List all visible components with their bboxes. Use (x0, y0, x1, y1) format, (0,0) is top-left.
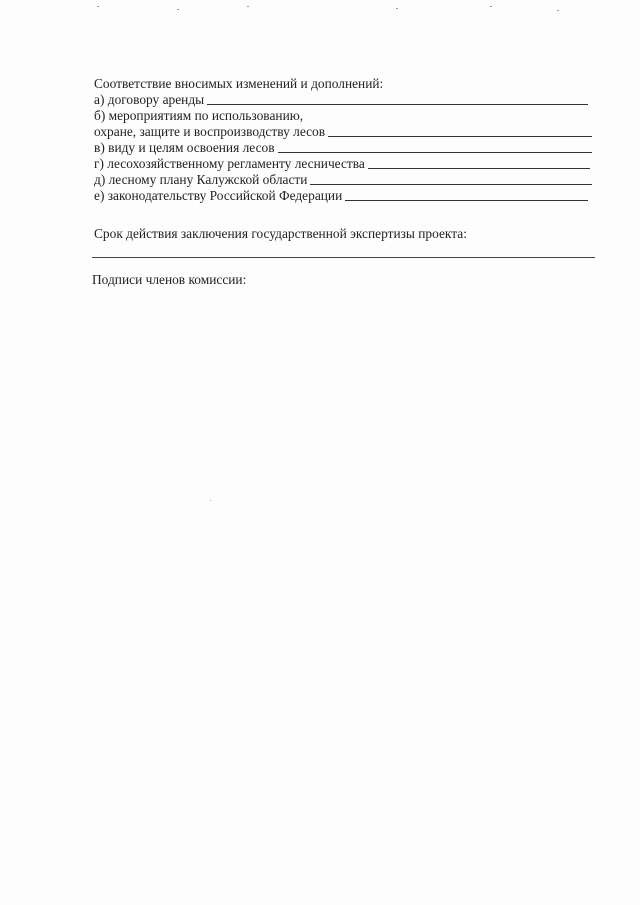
conformity-heading (94, 76, 594, 92)
blank-line (368, 168, 590, 169)
conformity-item-label: а) договору аренды (94, 92, 205, 107)
conformity-item-label: охране, защите и воспроизводству лесов (94, 124, 326, 139)
conformity-item-forest-plan (94, 172, 594, 188)
conformity-item-label: д) лесному плану Калужской области (94, 172, 308, 187)
scan-dot (210, 500, 211, 501)
term-label: Срок действия заключения государственной экспертизы проекта: (94, 226, 467, 241)
conformity-item-label: е) законодательству Российской Федерации (94, 188, 343, 203)
blank-line (328, 136, 592, 137)
conformity-item-measures-cont (94, 124, 594, 140)
conformity-item-regulation (94, 156, 594, 172)
conformity-item-lease (94, 92, 594, 108)
blank-line (207, 104, 588, 105)
conformity-heading-text: Соответствие вносимых изменений и дополнений: (94, 76, 384, 91)
conformity-item-label: г) лесохозяйственному регламенту лесничества (94, 156, 365, 171)
scan-specks (0, 0, 640, 20)
conformity-item-label: в) виду и целям освоения лесов (94, 140, 275, 155)
conformity-item-forest-use (94, 140, 594, 156)
conformity-item-label: б) мероприятиям по использованию, (94, 108, 304, 123)
blank-line (345, 200, 588, 201)
term-blank-line (92, 257, 595, 258)
conformity-item-legislation (94, 188, 594, 204)
signatures-label: Подписи членов комиссии: (92, 272, 247, 287)
conformity-item-measures (94, 108, 594, 124)
conformity-section (94, 76, 594, 204)
blank-line (310, 184, 592, 185)
blank-line (278, 152, 592, 153)
